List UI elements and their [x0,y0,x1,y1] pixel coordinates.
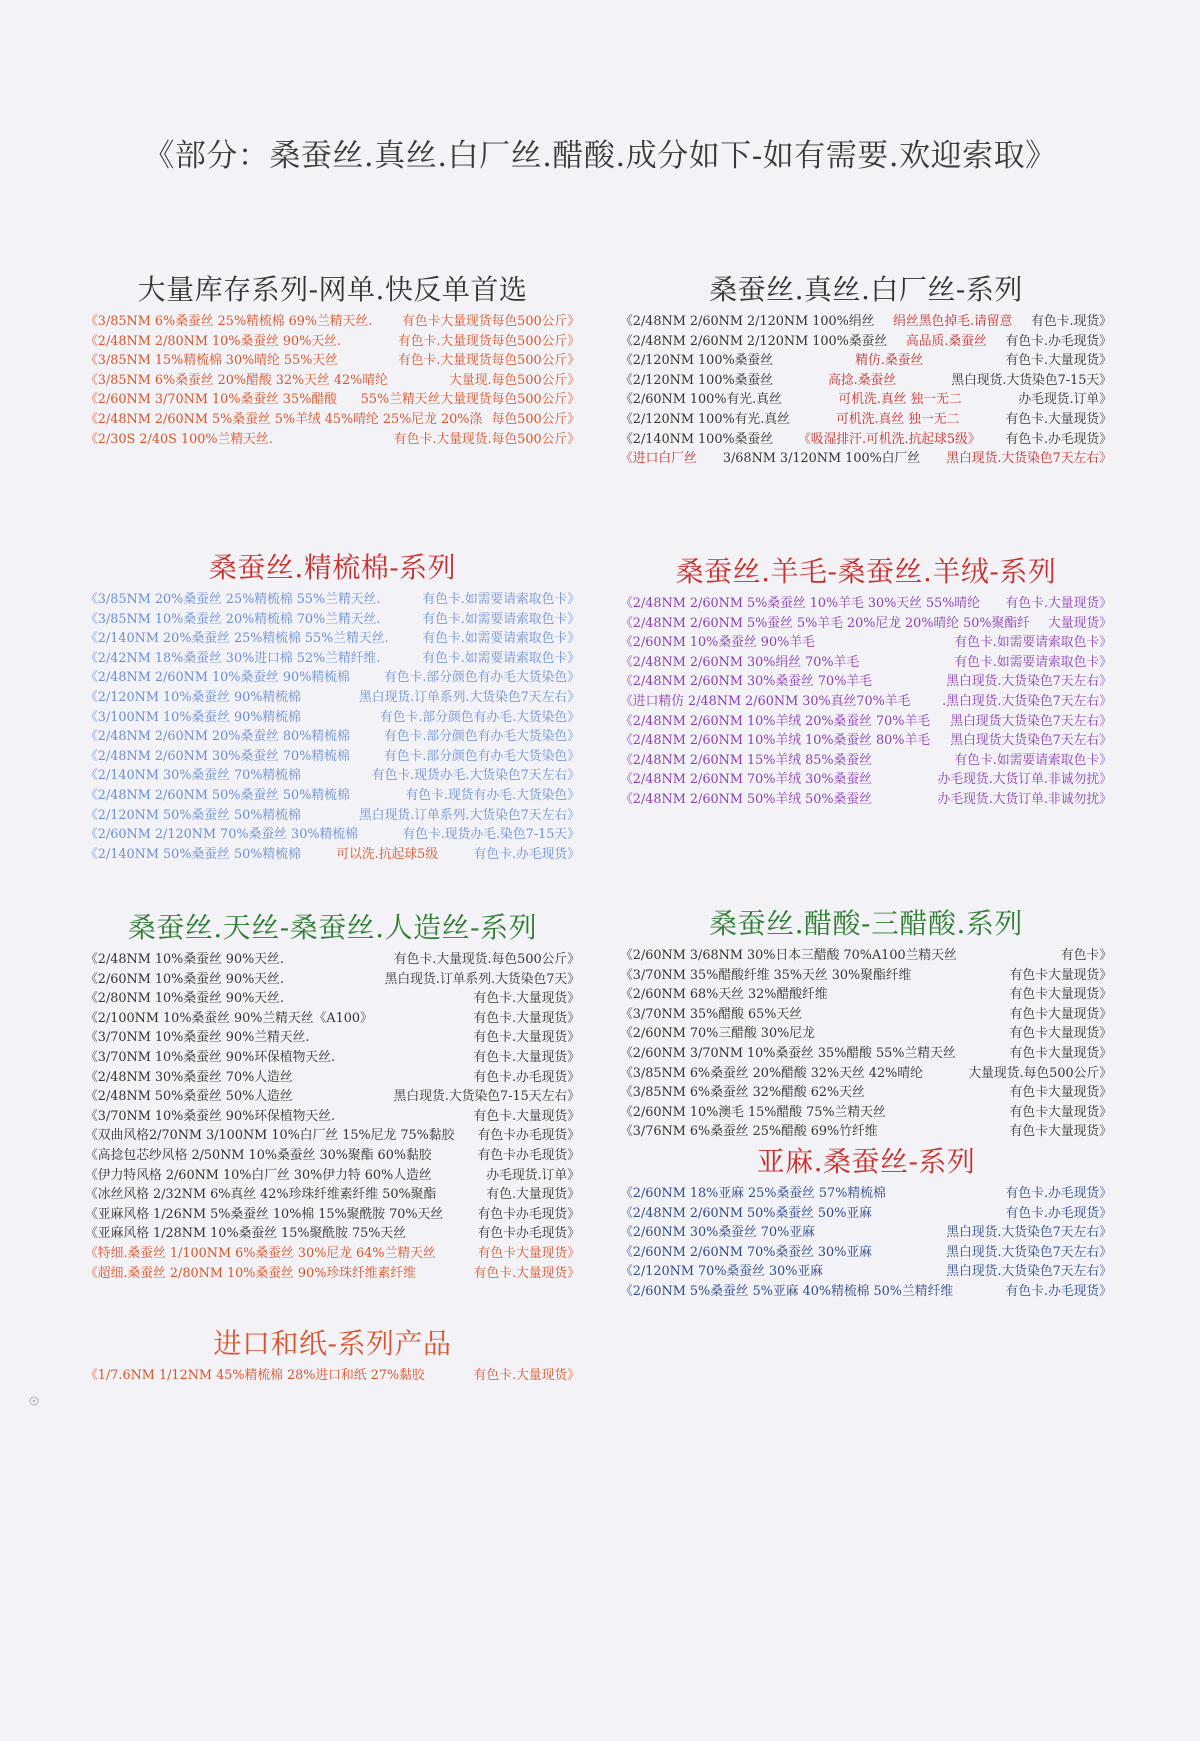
spec-composition: 《2/60NM 3/68NM 30%日本三醋酸 70%A100兰精天丝 [620,948,957,963]
spec-availability: 有色卡.大量现货》 [1005,353,1112,369]
spec-composition: 《3/76NM 6%桑蚕丝 25%醋酸 69%竹纤维 [620,1124,878,1140]
spec-line [620,351,1112,371]
spec-composition: 《3/85NM 6%桑蚕丝 25%精梳棉 69%兰精天丝. [85,314,373,329]
spec-availability: 有色卡大量现货》 [1009,987,1112,1003]
spec-line [85,312,580,332]
spec-line [85,708,580,728]
section-title: 桑蚕丝.羊毛-桑蚕丝.羊绒-系列 [675,555,1057,588]
spec-composition: 《3/70NM 10%桑蚕丝 90%环保植物天丝. [85,1049,336,1065]
spec-composition: 《2/48NM 2/60NM 20%桑蚕丝 80%精梳棉 [85,729,350,745]
spec-availability: 有色卡大量现货》 [1009,1104,1112,1120]
spec-availability: 有色卡.大量现货》 [1005,411,1112,427]
spec-line [620,332,1112,352]
spec-availability: 黑白现货.大货染色7天左右》 [946,1244,1112,1260]
spec-line [620,1005,1112,1025]
spec-availability: 黑白现货.大货染色7-15天》 [951,372,1112,388]
spec-availability: 有色卡.如需要请索取色卡》 [422,631,580,647]
spec-availability: 有色卡大量现货》 [1009,1124,1112,1140]
spec-highlight: 可以洗.抗起球5级 [336,846,439,862]
spec-availability: 办毛现货.订单》 [486,1167,580,1183]
spec-line [620,430,1112,450]
spec-availability: 有色卡大量现货》 [1009,1026,1112,1042]
spec-composition: 《冰丝风格 2/32NM 6%真丝 42%珍珠纤维素纤维 50%聚酯 [85,1187,437,1203]
page-title: 《部分：桑蚕丝.真丝.白厂丝.醋酸.成分如下-如有需要.欢迎索取》 [143,138,1057,174]
spec-highlight: 可机洗.真丝 独一无二 [838,392,962,408]
spec-composition: 《3/70NM 10%桑蚕丝 90%兰精天丝. [85,1030,310,1046]
spec-line [620,985,1112,1005]
section-title: 桑蚕丝.天丝-桑蚕丝.人造丝-系列 [127,911,538,944]
spec-composition: 《2/48NM 2/60NM 10%桑蚕丝 90%精梳棉 [85,670,350,686]
spec-composition: 《2/60NM 68%天丝 32%醋酸纤维 [620,987,828,1003]
spec-line [620,449,1112,469]
spec-availability: 黑白现货.订单系列.大货染色7天左右》 [358,807,580,823]
section-title: 桑蚕丝.真丝.白厂丝-系列 [709,273,1023,306]
spec-availability: 有色卡.办毛现货》 [1005,1186,1112,1201]
spec-availability: 有色卡.大量现货.每色500公斤》 [393,431,580,447]
spec-list [85,1366,580,1386]
spec-line [620,410,1112,430]
spec-availability: .黑白现货.大货染色7天左右》 [942,693,1112,709]
spec-line [85,1068,580,1088]
spec-highlight: 精仿.桑蚕丝 [855,353,924,369]
spec-line [85,1146,580,1166]
spec-line [620,1204,1112,1224]
spec-line [620,1103,1112,1123]
section-acetate [620,902,1112,1142]
spec-composition: 《3/70NM 10%桑蚕丝 90%环保植物天丝. [85,1108,336,1124]
spec-line [620,312,1112,332]
spec-availability: 有色卡办毛现货》 [477,1147,580,1163]
spec-availability: 有色卡.办毛现货》 [1005,431,1112,447]
spec-composition: 《2/48NM 2/60NM 50%羊绒 50%桑蚕丝 [620,791,872,807]
spec-line [85,1048,580,1068]
section-title: 大量库存系列-网单.快反单首选 [137,273,528,306]
spec-line [85,590,580,610]
spec-line [85,351,580,371]
spec-line [85,766,580,786]
spec-composition: 《2/60NM 100%有光.真丝 [620,392,782,408]
spec-composition: 《超细.桑蚕丝 2/80NM 10%桑蚕丝 90%珍珠纤维素纤维 [85,1265,416,1281]
spec-composition: 《2/60NM 10%桑蚕丝 90%天丝. [85,971,284,987]
spec-composition: 《1/7.6NM 1/12NM 45%精梳棉 28%进口和纸 27%黏胶 [85,1368,425,1383]
spec-line [620,1262,1112,1282]
spec-line [85,989,580,1009]
spec-availability: 有色卡.办毛现货》 [473,846,580,862]
spec-highlight: 3/68NM 3/120NM 100%白厂丝 [722,451,921,467]
spec-line [620,633,1112,653]
spec-availability: 有色卡.现货办毛.大货染色7天左右》 [371,768,580,784]
spec-composition: 《3/85NM 6%桑蚕丝 32%醋酸 62%天丝 [620,1085,865,1101]
section-silk [620,268,1112,469]
spec-line [620,1083,1112,1103]
spec-availability: 有色卡办毛现货》 [477,1206,580,1222]
spec-availability: 黑白现货大货染色7天左右》 [950,713,1112,729]
spec-composition: 《2/80NM 10%桑蚕丝 90%天丝. [85,991,284,1007]
spec-composition: 《2/48NM 30%桑蚕丝 70%人造丝 [85,1069,293,1085]
spec-composition: 《2/42NM 18%桑蚕丝 30%进口棉 52%兰精纤维. [85,650,381,666]
spec-line [85,845,580,865]
spec-line [620,390,1112,410]
spec-composition: 《2/120NM 70%桑蚕丝 30%亚麻 [620,1264,823,1280]
spec-composition: 《亚麻风格 1/28NM 10%桑蚕丝 15%聚酰胺 75%天丝 [85,1226,406,1242]
spec-line [85,1009,580,1029]
spec-availability: 有色卡.大量现货》 [473,1265,580,1281]
spec-composition: 《高捻包芯纱风格 2/50NM 10%桑蚕丝 30%聚酯 60%黏胶 [85,1147,432,1163]
spec-availability: 有色卡办毛现货》 [477,1128,580,1144]
spec-line [85,1366,580,1386]
section-linen [620,1140,1112,1302]
spec-highlight: 可机洗.真丝 独一无二 [836,411,960,427]
spec-composition: 《2/48NM 2/60NM 70%羊绒 30%桑蚕丝 [620,772,872,788]
spec-line [85,688,580,708]
spec-availability: 黑白现货.订单系列.大货染色7天左右》 [358,689,580,705]
spec-availability: 黑白现货大货染色7天左右》 [950,733,1112,749]
spec-composition: 《2/60NM 2/60NM 70%桑蚕丝 30%亚麻 [620,1244,872,1260]
spec-composition: 《2/48NM 2/60NM 30%桑蚕丝 70%精梳棉 [85,748,350,764]
spec-availability: 办毛现货.大货订单.非诚勿扰》 [937,791,1112,807]
spec-composition: 《2/48NM 2/60NM 30%桑蚕丝 70%羊毛 [620,674,872,690]
spec-line [620,672,1112,692]
spec-availability: 黑白现货.大货染色7天左右》 [946,1264,1112,1280]
spec-composition: 《2/60NM 18%亚麻 25%桑蚕丝 57%精梳棉 [620,1186,886,1201]
spec-list [85,590,580,864]
spec-availability: 大量现货》 [1048,615,1112,631]
section-combed-cotton [85,546,580,864]
spec-list [620,1184,1112,1302]
spec-composition: 《2/60NM 70%三醋酸 30%尼龙 [620,1026,815,1042]
spec-line [620,1282,1112,1302]
spec-line [620,1064,1112,1084]
spec-availability: 有色卡大量现货》 [1009,967,1112,983]
spec-line [620,1044,1112,1064]
spec-composition: 《3/85NM 15%精梳棉 30%晴纶 55%天丝 [85,353,338,369]
section-tencel-rayon [85,906,580,1283]
spec-line [85,1205,580,1225]
spec-line [85,649,580,669]
spec-line [85,806,580,826]
spec-availability: 有色卡.大量现货》 [473,1368,580,1383]
spec-line [620,692,1112,712]
spec-line [85,1264,580,1284]
spec-line [620,371,1112,391]
spec-line [620,1184,1112,1204]
spec-availability: 有色卡.如需要请索取色卡》 [954,654,1112,670]
spec-availability: 55%兰精天丝大量现货每色500公斤》 [360,392,580,408]
spec-line [85,970,580,990]
spec-availability: 办毛现货.订单》 [1018,392,1112,408]
spec-composition: 《2/48NM 50%桑蚕丝 50%人造丝 [85,1089,293,1105]
spec-availability: 有色卡.大量现货》 [473,991,580,1007]
spec-composition: 《2/60NM 10%桑蚕丝 90%羊毛 [620,635,815,651]
spec-availability: 办毛现货.大货订单.非诚勿扰》 [937,772,1112,788]
spec-composition: 《2/60NM 3/70NM 10%桑蚕丝 35%醋酸 55%兰精天丝 [620,1045,956,1061]
spec-availability: 有色卡.部分颜色有办毛大货染色》 [383,729,580,745]
spec-composition: 《亚麻风格 1/26NM 5%桑蚕丝 10%棉 15%聚酰胺 70%天丝 [85,1206,444,1222]
spec-line [85,825,580,845]
section-washi-paper [85,1322,580,1386]
spec-availability: 有色卡.现货》 [1031,314,1112,329]
spec-availability: 有色卡.大量现货每色500公斤》 [397,333,580,349]
section-title: 进口和纸-系列产品 [213,1327,452,1360]
spec-composition: 《3/100NM 10%桑蚕丝 90%精梳棉 [85,709,301,725]
spec-composition: 《进口精仿 2/48NM 2/60NM 30%真丝70%羊毛 [620,693,911,709]
spec-availability: 有色卡.部分颜色有办毛.大货染色》 [379,709,580,725]
spec-availability: 有色卡.大量现货.每色500公斤》 [393,952,580,967]
spec-composition: 《3/85NM 6%桑蚕丝 20%醋酸 32%天丝 42%晴纶 [620,1065,923,1081]
spec-line [620,594,1112,614]
spec-line [620,1024,1112,1044]
spec-composition: 《双曲风格2/70NM 3/100NM 10%白厂丝 15%尼龙 75%黏胶 [85,1128,455,1144]
spec-composition: 《2/60NM 5%桑蚕丝 5%亚麻 40%精梳棉 50%兰精纤维 [620,1283,954,1299]
spec-composition: 《2/140NM 30%桑蚕丝 70%精梳棉 [85,768,301,784]
spec-line [620,731,1112,751]
spec-line [85,1185,580,1205]
spec-composition: 《2/48NM 2/60NM 30%绢丝 70%羊毛 [620,654,860,670]
spec-availability: 有色卡.大量现货》 [1005,596,1112,611]
spec-composition: 《3/85NM 20%桑蚕丝 25%精梳棉 55%兰精天丝. [85,592,381,607]
spec-availability: 有色卡.现货有办毛.大货染色》 [405,787,580,803]
spec-line [85,1166,580,1186]
spec-availability: 有色卡》 [1060,948,1112,963]
spec-line [620,1223,1112,1243]
spec-line [85,332,580,352]
spec-availability: 有色卡.如需要请索取色卡》 [954,635,1112,651]
spec-availability: 有色卡.部分颜色有办毛大货染色》 [383,670,580,686]
spec-availability: 每色500公斤》 [491,411,580,427]
spec-availability: 有色卡大量现货》 [1009,1045,1112,1061]
spec-line [85,1126,580,1146]
spec-composition: 《2/120NM 100%桑蚕丝 [620,353,774,369]
spec-highlight: 绢丝黑色掉毛.请留意 [893,314,1013,329]
spec-composition: 《2/48NM 2/60NM 2/120NM 100%绢丝 [620,314,875,329]
spec-composition: 《2/48NM 2/60NM 5%桑蚕丝 10%羊毛 30%天丝 55%晴纶 [620,596,981,611]
spec-line [620,966,1112,986]
spec-list [620,594,1112,810]
spec-composition: 《2/140NM 50%桑蚕丝 50%精梳棉 [85,846,301,862]
section-title: 桑蚕丝.精梳棉-系列 [208,551,457,584]
spec-line [620,790,1112,810]
spec-availability: 有色卡.如需要请索取色卡》 [422,592,580,607]
spec-composition: 《3/85NM 10%桑蚕丝 20%精梳棉 70%兰精天丝. [85,611,381,627]
spec-composition: 《2/48NM 2/60NM 15%羊绒 85%桑蚕丝 [620,752,872,768]
spec-availability: 有色卡办毛现货》 [477,1226,580,1242]
spec-line [620,653,1112,673]
spec-highlight: 高捻.桑蚕丝 [828,372,897,388]
spec-composition: 《2/120NM 10%桑蚕丝 90%精梳棉 [85,689,301,705]
spec-line [85,727,580,747]
spec-line [85,629,580,649]
registration-mark-icon [28,1395,40,1407]
spec-line [620,770,1112,790]
spec-line [85,1244,580,1264]
spec-composition: 《3/70NM 35%醋酸 65%天丝 [620,1006,803,1022]
spec-composition: 《2/60NM 2/120NM 70%桑蚕丝 30%精梳棉 [85,827,358,843]
spec-line [620,712,1112,732]
spec-line [620,946,1112,966]
spec-composition: 《3/70NM 35%醋酸纤维 35%天丝 30%聚酯纤维 [620,967,912,983]
spec-composition: 《2/60NM 10%澳毛 15%醋酸 75%兰精天丝 [620,1104,886,1120]
spec-line [85,430,580,450]
spec-line [620,1243,1112,1263]
spec-line [85,390,580,410]
spec-line [85,1028,580,1048]
spec-line [85,786,580,806]
spec-availability: 大量现货.每色500公斤》 [968,1065,1112,1081]
spec-availability: 有色卡.部分颜色有办毛大货染色》 [383,748,580,764]
section-title: 亚麻.桑蚕丝-系列 [756,1145,976,1178]
spec-availability: 有色卡.大量现货》 [473,1049,580,1065]
spec-composition: 《2/120NM 100%有光.真丝 [620,411,790,427]
spec-availability: 有色卡.办毛现货》 [1005,1205,1112,1221]
spec-line [85,610,580,630]
spec-composition: 《进口白厂丝 [620,451,697,467]
spec-composition: 《3/85NM 6%桑蚕丝 20%醋酸 32%天丝 42%晴纶 [85,372,388,388]
spec-availability: 有色卡大量现货》 [1009,1006,1112,1022]
spec-line [85,1087,580,1107]
spec-availability: 有色卡.如需要请索取色卡》 [422,611,580,627]
spec-composition: 《特细.桑蚕丝 1/100NM 6%桑蚕丝 30%尼龙 64%兰精天丝 [85,1245,436,1261]
spec-availability: 黑白现货.大货染色7-15天左右》 [393,1089,580,1105]
spec-availability: 有色.大量现货》 [486,1187,580,1203]
spec-composition: 《2/60NM 3/70NM 10%桑蚕丝 35%醋酸 [85,392,337,408]
spec-composition: 《2/48NM 2/60NM 50%桑蚕丝 50%亚麻 [620,1205,872,1221]
spec-highlight: 《吸湿排汗.可机洗.抗起球5级》 [797,431,981,447]
spec-composition: 《2/48NM 2/60NM 5%桑蚕丝 5%羊绒 45%晴纶 25%尼龙 20%涤 [85,411,483,427]
section-wool-cashmere [620,550,1112,810]
spec-availability: 有色卡.大量现货》 [473,1010,580,1026]
spec-composition: 《2/140NM 20%桑蚕丝 25%精梳棉 55%兰精天丝. [85,631,389,647]
section-title: 桑蚕丝.醋酸-三醋酸.系列 [709,907,1023,940]
spec-availability: 黑白现货.订单系列.大货染色7天》 [384,971,580,987]
spec-composition: 《2/48NM 10%桑蚕丝 90%天丝. [85,952,284,967]
spec-composition: 《2/48NM 2/60NM 10%羊绒 20%桑蚕丝 70%羊毛 [620,713,931,729]
spec-availability: 有色卡大量现货》 [1009,1085,1112,1101]
spec-line [85,950,580,970]
spec-composition: 《2/48NM 2/80NM 10%桑蚕丝 90%天丝. [85,333,342,349]
spec-composition: 《2/140NM 100%桑蚕丝 [620,431,774,447]
spec-line [85,747,580,767]
section-bulk-stock [85,268,580,449]
spec-availability: 有色卡.办毛现货》 [1005,333,1112,349]
spec-composition: 《伊力特风格 2/60NM 10%白厂丝 30%伊力特 60%人造丝 [85,1167,432,1183]
spec-composition: 《2/48NM 2/60NM 10%羊绒 10%桑蚕丝 80%羊毛 [620,733,931,749]
spec-composition: 《2/48NM 2/60NM 50%桑蚕丝 50%精梳棉 [85,787,350,803]
spec-list [85,312,580,449]
spec-line [620,1122,1112,1142]
spec-list [620,312,1112,469]
spec-line [85,1224,580,1244]
spec-list [85,950,580,1283]
spec-line [620,751,1112,771]
spec-availability: 大量现.每色500公斤》 [449,372,580,388]
spec-composition: 《2/48NM 2/60NM 2/120NM 100%桑蚕丝 [620,333,888,349]
spec-composition: 《2/60NM 30%桑蚕丝 70%亚麻 [620,1225,815,1241]
spec-list [620,946,1112,1142]
spec-composition: 《2/30S 2/40S 100%兰精天丝. [85,431,273,447]
spec-availability: 黑白现货.大货染色7天左右》 [946,1225,1112,1241]
spec-composition: 《2/48NM 2/60NM 5%蚕丝 5%羊毛 20%尼龙 20%晴纶 50%聚酯纤 [620,615,1030,631]
spec-composition: 《2/120NM 50%桑蚕丝 50%精梳棉 [85,807,301,823]
spec-line [85,410,580,430]
spec-availability: 有色卡.如需要请索取色卡》 [954,752,1112,768]
spec-line [85,371,580,391]
spec-availability: 有色卡.办毛现货》 [473,1069,580,1085]
spec-availability: 有色卡大量现货每色500公斤》 [402,314,580,329]
spec-availability: 有色卡.大量现货》 [473,1108,580,1124]
spec-availability: 黑白现货.大货染色7天左右》 [946,451,1112,467]
spec-line [85,1107,580,1127]
spec-line [620,614,1112,634]
spec-availability: 有色卡.大量现货》 [473,1030,580,1046]
spec-highlight: 高品质.桑蚕丝 [905,333,987,349]
spec-availability: 有色卡.如需要请索取色卡》 [422,650,580,666]
spec-availability: 有色卡.大量现货每色500公斤》 [397,353,580,369]
spec-availability: 黑白现货.大货染色7天左右》 [946,674,1112,690]
spec-line [85,668,580,688]
spec-availability: 有色卡大量现货》 [477,1245,580,1261]
spec-composition: 《2/100NM 10%桑蚕丝 90%兰精天丝《A100》 [85,1010,373,1026]
spec-availability: 有色卡.现货办毛.染色7-15天》 [402,827,580,843]
spec-composition: 《2/120NM 100%桑蚕丝 [620,372,774,388]
spec-availability: 有色卡.办毛现货》 [1005,1283,1112,1299]
